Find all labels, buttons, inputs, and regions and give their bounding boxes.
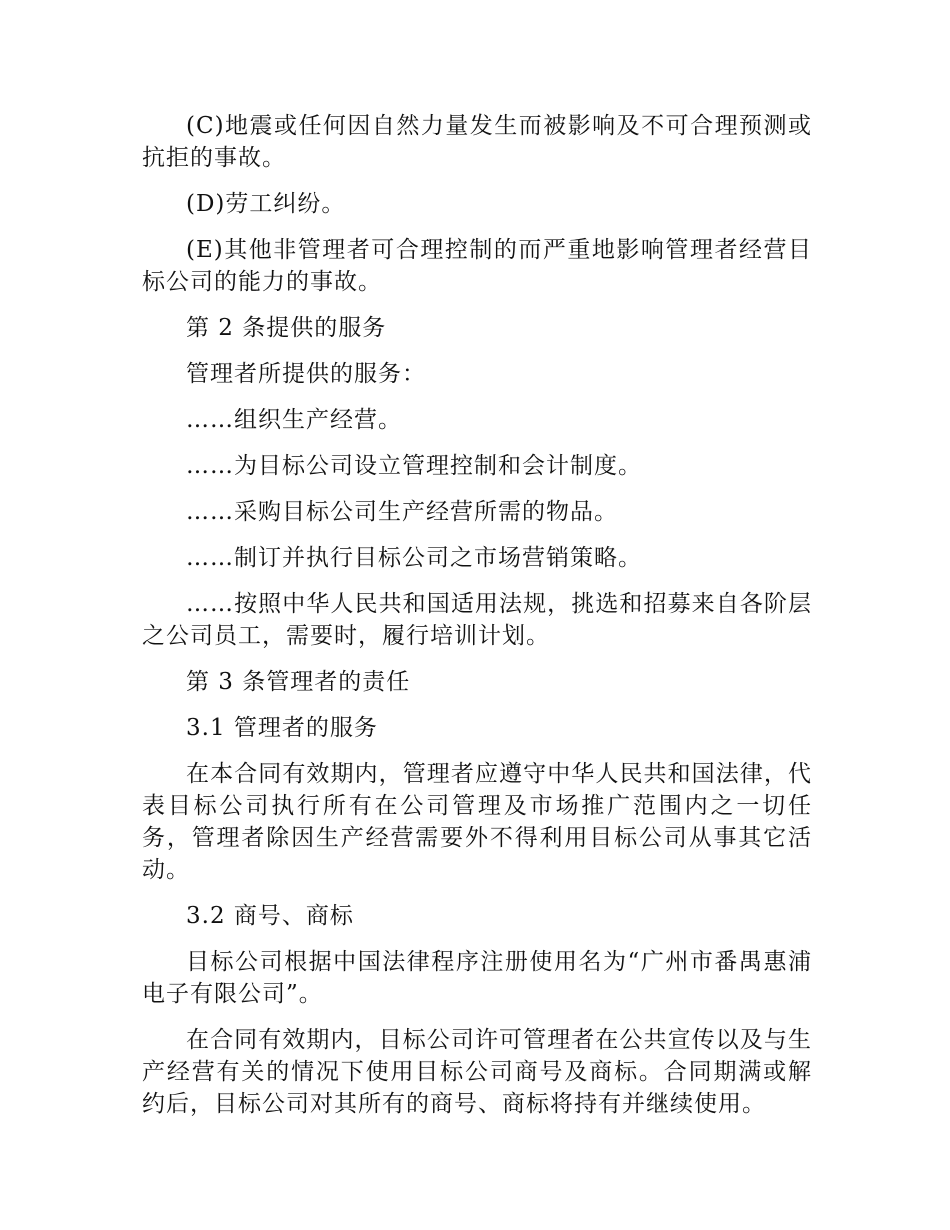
services-intro: 管理者所提供的服务： bbox=[186, 361, 426, 387]
service-item: ……采购目标公司生产经营所需的物品。 bbox=[186, 499, 618, 525]
clause-c: (C)地震或任何因自然力量发生而被影响及不可合理预测或抗拒的事故。 bbox=[142, 113, 812, 171]
service-item: ……制订并执行目标公司之市场营销策略。 bbox=[186, 545, 642, 571]
clause-e: (E)其他非管理者可合理控制的而严重地影响管理者经营目标公司的能力的事故。 bbox=[142, 237, 812, 295]
section-3-2-heading: 3.2 商号、商标 bbox=[186, 903, 354, 929]
section-3-1-heading: 3.1 管理者的服务 bbox=[186, 715, 378, 741]
service-item: ……为目标公司设立管理控制和会计制度。 bbox=[186, 453, 642, 479]
article-3-heading: 第 3 条管理者的责任 bbox=[186, 669, 411, 695]
section-3-2-body-1: 目标公司根据中国法律程序注册使用名为“广州市番禺惠浦电子有限公司”。 bbox=[142, 949, 812, 1007]
service-item: ……组织生产经营。 bbox=[186, 407, 402, 433]
clause-d: (D)劳工纠纷。 bbox=[186, 191, 346, 217]
article-2-heading: 第 2 条提供的服务 bbox=[186, 315, 387, 341]
document-body bbox=[142, 110, 812, 1134]
service-item: ……按照中华人民共和国适用法规，挑选和招募来自各阶层之公司员工，需要时，履行培训计划。 bbox=[142, 591, 812, 649]
section-3-1-body: 在本合同有效期内，管理者应遵守中华人民共和国法律，代表目标公司执行所有在公司管理及市场推广范围内之一切任务，管理者除因生产经营需要外不得利用目标公司从事其它活动。 bbox=[142, 761, 812, 883]
section-3-2-body-2: 在合同有效期内，目标公司许可管理者在公共宣传以及与生产经营有关的情况下使用目标公司商号及商标。合同期满或解约后，目标公司对其所有的商号、商标将持有并继续使用。 bbox=[142, 1027, 812, 1117]
